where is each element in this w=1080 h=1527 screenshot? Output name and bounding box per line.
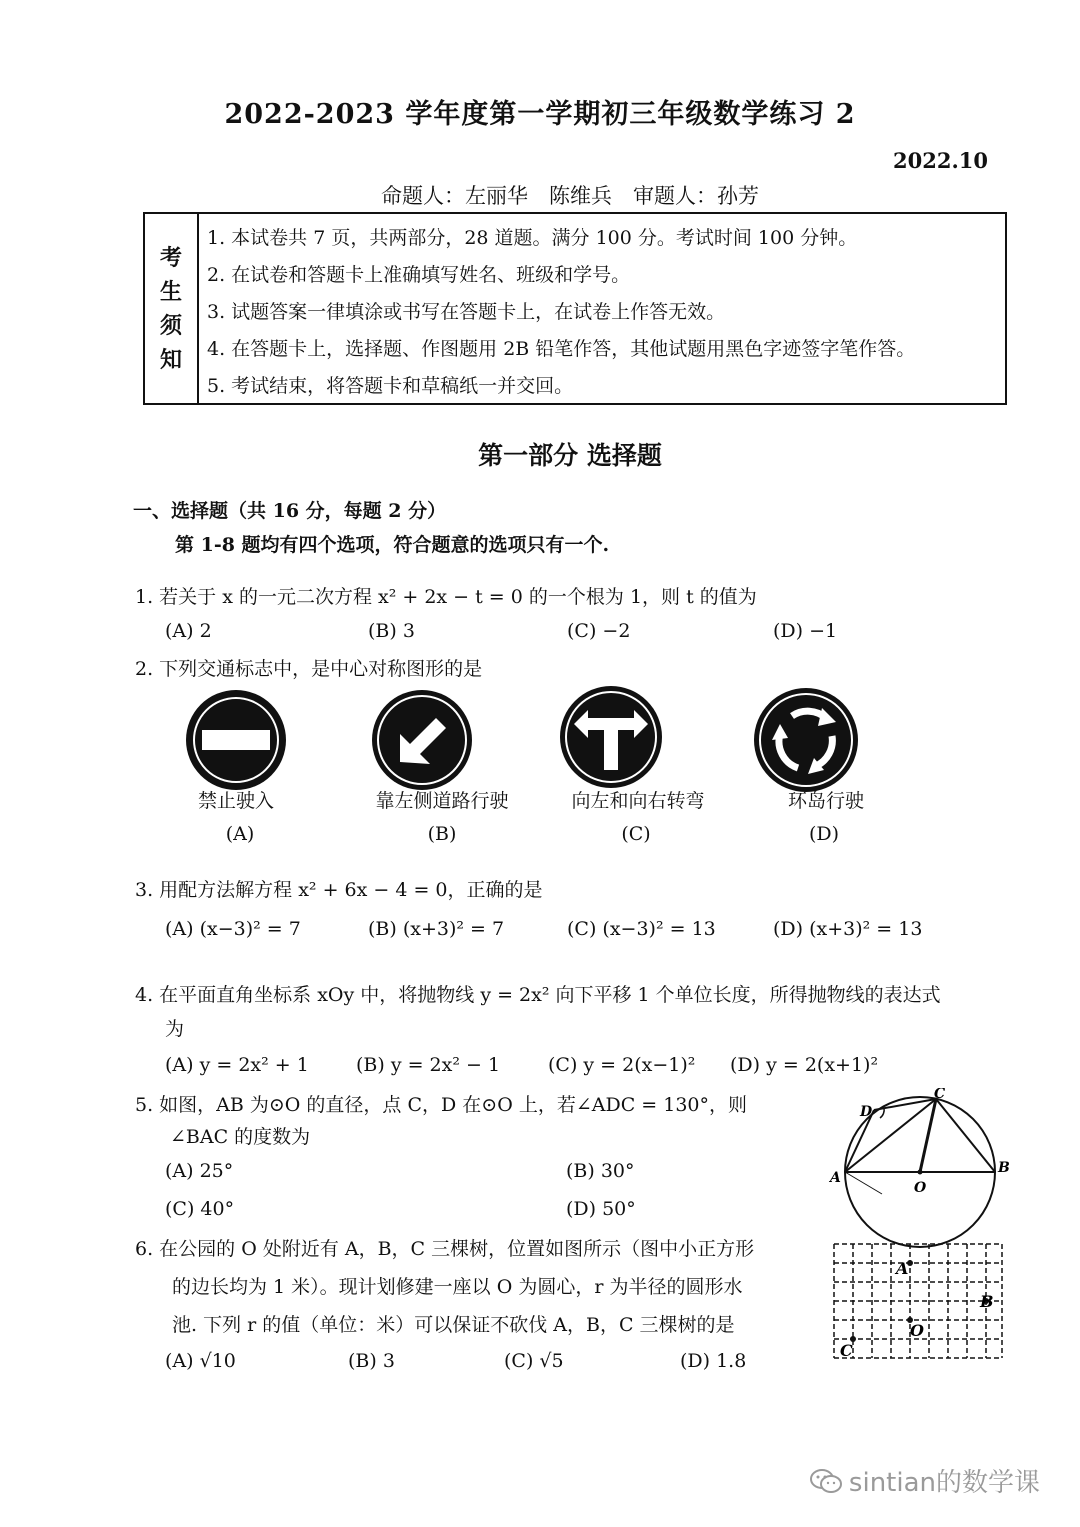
q3-stem: 3. 用配方法解方程 x² + 6x − 4 = 0，正确的是 [135, 879, 543, 901]
roundabout-sign-icon [752, 686, 860, 794]
sign-caption-a: 禁止驶入 [197, 790, 274, 812]
q6-stem-cont-2: 池. 下列 r 的值（单位：米）可以保证不砍伐 A，B，C 三棵树的是 [172, 1314, 735, 1336]
q5-option-c: (C) 40° [165, 1198, 235, 1220]
q1-stem: 1. 若关于 x 的一元二次方程 x² + 2x − t = 0 的一个根为 1，则 t 的值为 [135, 586, 757, 608]
part-title: 第一部分 选择题 [478, 441, 662, 470]
q5-stem-cont: ∠BAC 的度数为 [170, 1126, 311, 1148]
q3-option-d: (D) (x+3)² = 13 [773, 918, 923, 940]
sign-letter-a: (A) [225, 823, 255, 845]
q6-label-a: A [896, 1259, 909, 1278]
notice-label-char: 须 [159, 312, 182, 339]
q3-option-b: (B) (x+3)² = 7 [368, 918, 505, 940]
q4-stem: 4. 在平面直角坐标系 xOy 中，将抛物线 y = 2x² 向下平移 1 个单位长度，所得抛物线的表达式 [135, 984, 941, 1006]
exam-date: 2022.10 [893, 148, 988, 173]
q4-option-a: (A) y = 2x² + 1 [165, 1054, 309, 1076]
q6-grid-figure [830, 1240, 1006, 1364]
no-entry-sign-icon [184, 688, 288, 792]
q6-option-b: (B) 3 [348, 1350, 395, 1372]
notice-item: 4. 在答题卡上，选择题、作图题用 2B 铅笔作答，其他试题用黑色字迹签字笔作答。 [207, 338, 916, 360]
q4-option-b: (B) y = 2x² − 1 [356, 1054, 501, 1076]
q1-option-b: (B) 3 [368, 620, 415, 642]
q5-option-b: (B) 30° [566, 1160, 635, 1182]
section-heading: 一、选择题（共 16 分，每题 2 分） [133, 500, 447, 522]
authors-line: 命题人：左丽华 陈维兵 审题人：孙芳 [381, 184, 759, 208]
sign-caption-b: 靠左侧道路行驶 [375, 790, 509, 812]
q2-stem: 2. 下列交通标志中，是中心对称图形的是 [135, 658, 483, 680]
q4-option-d: (D) y = 2(x+1)² [730, 1054, 879, 1076]
q3-option-c: (C) (x−3)² = 13 [567, 918, 716, 940]
q3-option-a: (A) (x−3)² = 7 [165, 918, 301, 940]
q6-label-b: B [980, 1292, 994, 1311]
q1-option-c: (C) −2 [567, 620, 631, 642]
wechat-icon [809, 1467, 843, 1495]
q5-label-c: C [934, 1088, 946, 1102]
sign-letter-c: (C) [621, 823, 651, 845]
notice-item: 3. 试题答案一律填涂或书写在答题卡上，在试卷上作答无效。 [207, 301, 726, 323]
sign-letter-b: (B) [427, 823, 457, 845]
page-title: 2022-2023 学年度第一学期初三年级数学练习 2 [224, 99, 856, 130]
q1-option-d: (D) −1 [773, 620, 838, 642]
sign-letter-d: (D) [808, 823, 840, 845]
notice-box [143, 212, 1007, 405]
watermark [809, 1462, 1040, 1499]
q4-option-c: (C) y = 2(x−1)² [548, 1054, 696, 1076]
q1-option-a: (A) 2 [165, 620, 212, 642]
q5-label-a: A [830, 1170, 841, 1186]
turn-left-right-sign-icon [558, 684, 664, 790]
notice-label [145, 214, 199, 403]
watermark-text: sintian的数学课 [848, 1468, 1040, 1498]
q5-option-d: (D) 50° [566, 1198, 636, 1220]
q6-stem-cont-1: 的边长均为 1 米）。现计划修建一座以 O 为圆心，r 为半径的圆形水 [172, 1276, 743, 1298]
q5-option-a: (A) 25° [165, 1160, 234, 1182]
q6-label-o: O [910, 1321, 924, 1340]
notice-item: 1. 本试卷共 7 页，共两部分，28 道题。满分 100 分。考试时间 100 分钟。 [207, 227, 858, 249]
q6-stem: 6. 在公园的 O 处附近有 A，B，C 三棵树，位置如图所示（图中小正方形 [135, 1238, 755, 1260]
sign-caption-c: 向左和向右转弯 [571, 790, 705, 812]
q5-label-o: O [914, 1180, 927, 1196]
q6-option-c: (C) √5 [504, 1350, 564, 1372]
notice-label-char: 生 [159, 278, 182, 305]
q5-label-d: D [860, 1104, 873, 1120]
notice-item: 2. 在试卷和答题卡上准确填写姓名、班级和学号。 [207, 264, 631, 286]
notice-label-char: 考 [159, 244, 182, 271]
notice-label-char: 知 [159, 346, 182, 373]
notice-item: 5. 考试结束，将答题卡和草稿纸一并交回。 [207, 375, 574, 397]
q6-label-c: C [840, 1341, 853, 1360]
q6-option-d: (D) 1.8 [680, 1350, 747, 1372]
q5-stem: 5. 如图，AB 为⊙O 的直径，点 C，D 在⊙O 上，若∠ADC = 130°，则 [135, 1094, 747, 1116]
section-instruction: 第 1-8 题均有四个选项，符合题意的选项只有一个. [175, 534, 610, 556]
q6-option-a: (A) √10 [165, 1350, 236, 1372]
q4-stem-cont: 为 [165, 1018, 185, 1040]
sign-caption-d: 环岛行驶 [787, 790, 864, 812]
notice-list [207, 220, 999, 405]
q5-label-b: B [998, 1160, 1010, 1176]
keep-left-sign-icon [370, 688, 474, 792]
